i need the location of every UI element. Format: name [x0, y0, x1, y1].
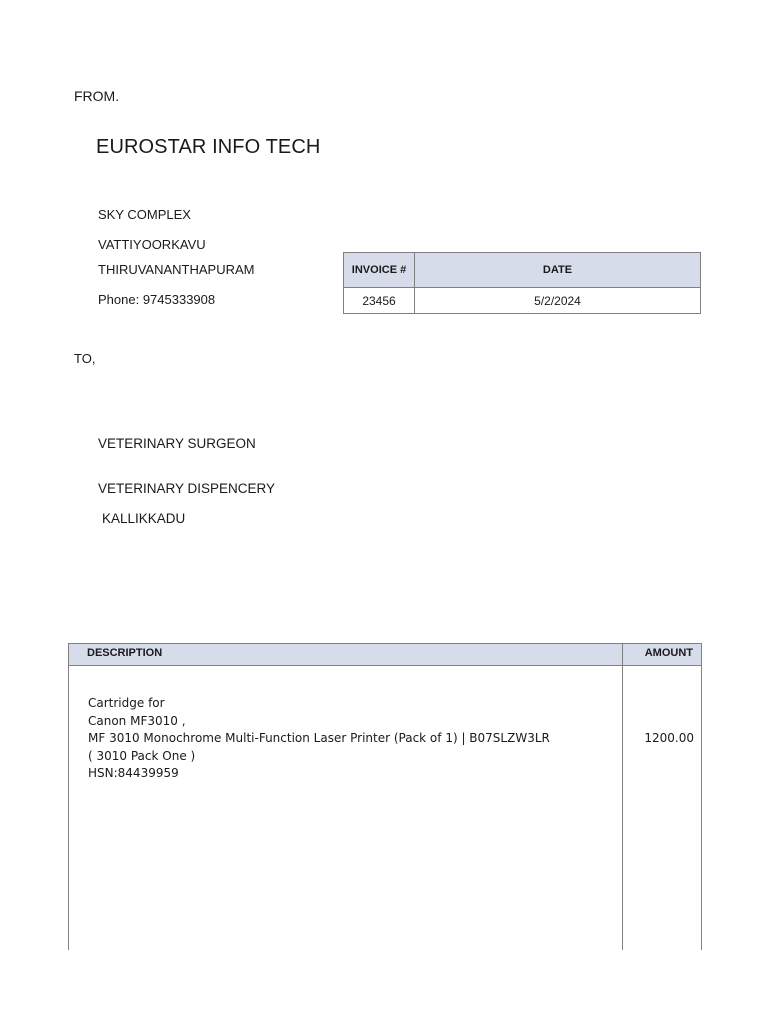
recipient-line: KALLIKKADU — [102, 511, 186, 526]
items-table — [68, 643, 702, 950]
description-line: Canon MF3010 , — [88, 713, 186, 728]
description-line: MF 3010 Monochrome Multi-Function Laser Printer (Pack of 1) | B07SLZW3LR — [88, 731, 550, 745]
item-amount: 1200.00 — [644, 731, 694, 745]
table-border-left — [68, 643, 69, 950]
description-header: DESCRIPTION — [87, 647, 163, 659]
to-label: TO, — [74, 351, 96, 366]
from-label: FROM. — [74, 88, 120, 104]
description-line: Cartridge for — [88, 696, 165, 710]
item-description — [88, 695, 550, 783]
company-name: EUROSTAR INFO TECH — [96, 136, 321, 158]
invoice-date-header: DATE — [415, 253, 701, 288]
description-line: ( 3010 Pack One ) — [88, 748, 196, 763]
table-border-right — [701, 643, 702, 950]
table-column-divider — [622, 643, 623, 950]
invoice-meta-table — [343, 252, 701, 314]
sender-address-line: THIRUVANANTHAPURAM — [98, 262, 255, 277]
sender-address-line: VATTIYOORKAVU — [98, 237, 206, 252]
invoice-number: 23456 — [344, 288, 415, 314]
items-table-header — [68, 643, 702, 666]
amount-header: AMOUNT — [644, 647, 693, 659]
recipient-line: VETERINARY SURGEON — [98, 436, 256, 451]
invoice-date: 5/2/2024 — [415, 288, 701, 314]
sender-address-line: SKY COMPLEX — [98, 207, 191, 222]
sender-phone: Phone: 9745333908 — [98, 292, 216, 307]
recipient-line: VETERINARY DISPENCERY — [98, 481, 276, 496]
description-line: HSN:84439959 — [88, 766, 179, 780]
invoice-number-header: INVOICE # — [344, 253, 415, 288]
